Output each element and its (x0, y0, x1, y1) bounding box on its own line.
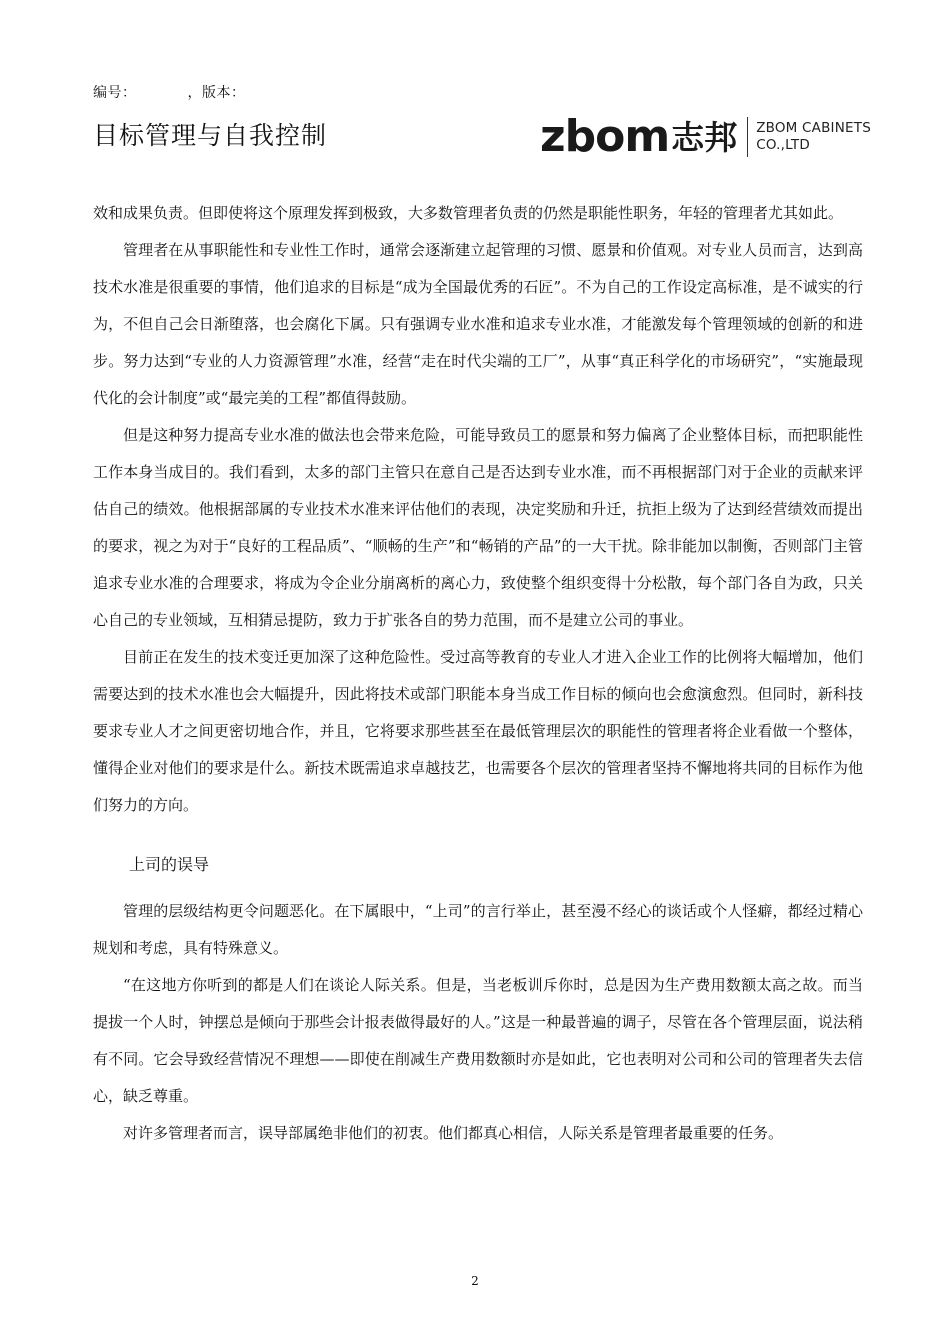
document-meta: 编号： ，版本： (93, 85, 246, 101)
body-paragraph: “在这地方你听到的都是人们在谈论人际关系。但是，当老板训斥你时，总是因为生产费用数额太高之故。而当提拔一个人时，钟摆总是倾向于那些会计报表做得最好的人。”这是一种最普遍的调子，尽管在各个管理层面，说法稍有不同。它会导致经营情况不理想——即使在削减生产费用数额时亦是如此，它也表明对公司和公司的管理者失去信心，缺乏尊重。 (93, 976, 863, 1105)
body-paragraph: 但是这种努力提高专业水准的做法也会带来危险，可能导致员工的愿景和努力偏离了企业整体目标，而把职能性工作本身当成目的。我们看到，太多的部门主管只在意自己是否达到专业水准，而不再根据部门对于企业的贡献来评估自己的绩效。他根据部属的专业技术水准来评估他们的表现，决定奖励和升迁，抗拒上级为了达到经营绩效而提出的要求，视之为对于“良好的工程品质”、“顺畅的生产”和“畅销的产品”的一大干扰。除非能加以制衡，否则部门主管追求专业水准的合理要求，将成为令企业分崩离析的离心力，致使整个组织变得十分松散，每个部门各自为政，只关心自己的专业领域，互相猜忌提防，致力于扩张各自的势力范围，而不是建立公司的事业。 (93, 426, 863, 629)
document-title: 目标管理与自我控制 (93, 121, 328, 150)
body-paragraph: 管理者在从事职能性和专业性工作时，通常会逐渐建立起管理的习惯、愿景和价值观。对专业人员而言，达到高技术水准是很重要的事情，他们追求的目标是“成为全国最优秀的石匠”。不为自己的工作设定高标准，是不诚实的行为，不但自己会日渐堕落，也会腐化下属。只有强调专业水准和追求专业水准，才能激发每个管理领域的创新的和进步。努力达到“专业的人力资源管理”水准，经营“走在时代尖端的工厂”，从事“真正科学化的市场研究”，“实施最现代化的会计制度”或“最完美的工程”都值得鼓励。 (93, 241, 863, 407)
body-paragraph: 管理的层级结构更令问题恶化。在下属眼中，“上司”的言行举止，甚至漫不经心的谈话或个人怪癖，都经过精心规划和考虑，具有特殊意义。 (93, 902, 863, 957)
section-heading: 上司的误导 (129, 855, 210, 874)
company-logo (540, 111, 871, 162)
logo-divider (747, 117, 748, 157)
body-paragraph: 效和成果负责。但即使将这个原理发挥到极致，大多数管理者负责的仍然是职能性职务，年轻的管理者尤其如此。 (93, 204, 844, 222)
body-paragraph: 对许多管理者而言，误导部属绝非他们的初衷。他们都真心相信，人际关系是管理者最重要的任务。 (123, 1124, 784, 1142)
page-number: 2 (471, 1274, 479, 1288)
logo-english-name (756, 120, 871, 154)
document-body (93, 195, 863, 1152)
logo-chinese-name: 志邦 (671, 117, 738, 157)
logo-english-line2: CO.,LTD (756, 137, 810, 153)
body-paragraph: 目前正在发生的技术变迁更加深了这种危险性。受过高等教育的专业人才进入企业工作的比例将大幅增加，他们需要达到的技术水准也会大幅提升，因此将技术或部门职能本身当成工作目标的倾向也会愈演愈烈。但同时，新科技要求专业人才之间更密切地合作，并且，它将要求那些甚至在最低管理层次的职能性的管理者将企业看做一个整体，懂得企业对他们的要求是什么。新技术既需追求卓越技艺，也需要各个层次的管理者坚持不懈地将共同的目标作为他们努力的方向。 (93, 648, 863, 814)
logo-mark: zbom (540, 111, 670, 162)
logo-english-line1: ZBOM CABINETS (756, 120, 871, 136)
